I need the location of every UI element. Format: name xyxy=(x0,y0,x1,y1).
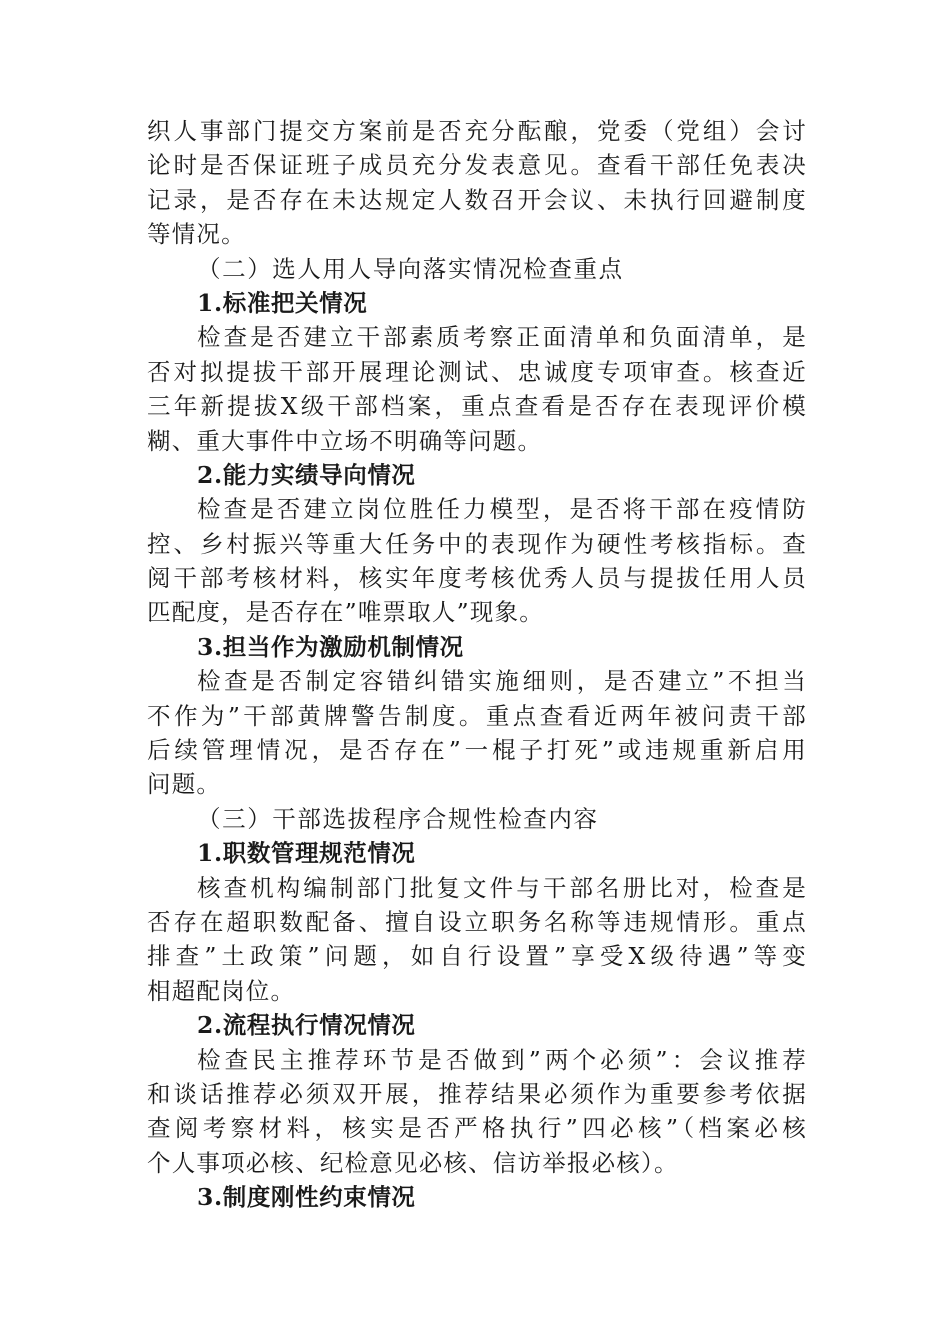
paragraph-line: 问题。 xyxy=(147,770,222,799)
paragraph-line: 糊、重大事件中立场不明确等问题。 xyxy=(147,426,543,455)
paragraph-line: 控、乡村振兴等重大任务中的表现作为硬性考核指标。查 xyxy=(147,529,807,558)
paragraph-line: 等情况。 xyxy=(147,220,246,249)
paragraph-line: 论时是否保证班子成员充分发表意见。查看干部任免表决 xyxy=(147,151,807,180)
paragraph-line: 检查民主推荐环节是否做到”两个必须”：会议推荐 xyxy=(197,1045,807,1074)
paragraph-line: 查阅考察材料，核实是否严格执行”四必核”（档案必核 xyxy=(147,1114,807,1143)
subsection-heading: 1.标准把关情况 xyxy=(197,288,368,317)
subsection-heading: 3.担当作为激励机制情况 xyxy=(197,632,464,661)
section-heading: （三）干部选拔程序合规性检查内容 xyxy=(197,804,599,833)
paragraph-line: 个人事项必核、纪检意见必核、信访举报必核）。 xyxy=(147,1148,679,1177)
section-heading: （二）选人用人导向落实情况检查重点 xyxy=(197,254,624,283)
paragraph-line: 否对拟提拔干部开展理论测试、忠诚度专项审查。核查近 xyxy=(147,357,807,386)
paragraph-line: 排查”土政策”问题，如自行设置”享受X级待遇”等变 xyxy=(147,942,807,971)
paragraph-line: 和谈话推荐必须双开展，推荐结果必须作为重要参考依据 xyxy=(147,1079,807,1108)
paragraph-line: 检查是否制定容错纠错实施细则，是否建立”不担当 xyxy=(197,667,807,696)
paragraph-line: 阅干部考核材料，核实年度考核优秀人员与提拔任用人员 xyxy=(147,564,807,593)
subsection-heading: 1.职数管理规范情况 xyxy=(197,839,416,868)
paragraph-line: 织人事部门提交方案前是否充分酝酿，党委（党组）会讨 xyxy=(147,117,807,145)
paragraph-line: 不作为”干部黄牌警告制度。重点查看近两年被问责干部 xyxy=(147,701,807,730)
paragraph-line: 后续管理情况，是否存在”一棍子打死”或违规重新启用 xyxy=(147,736,807,765)
paragraph-line: 核查机构编制部门批复文件与干部名册比对，检查是 xyxy=(197,873,807,902)
paragraph-line: 否存在超职数配备、擅自设立职务名称等违规情形。重点 xyxy=(147,907,807,936)
paragraph-line: 检查是否建立干部素质考察正面清单和负面清单，是 xyxy=(197,323,807,352)
subsection-heading: 2.流程执行情况情况 xyxy=(197,1011,416,1040)
subsection-heading: 2.能力实绩导向情况 xyxy=(197,460,416,489)
paragraph-line: 记录，是否存在未达规定人数召开会议、未执行回避制度 xyxy=(147,185,807,214)
paragraph-line: 三年新提拔X级干部档案，重点查看是否存在表现评价模 xyxy=(147,392,807,421)
paragraph-line: 检查是否建立岗位胜任力模型，是否将干部在疫情防 xyxy=(197,495,807,524)
document-page xyxy=(147,114,807,1215)
paragraph-line: 匹配度，是否存在”唯票取人”现象。 xyxy=(147,598,544,627)
paragraph-line: 相超配岗位。 xyxy=(147,976,296,1005)
subsection-heading: 3.制度刚性约束情况 xyxy=(197,1183,416,1212)
